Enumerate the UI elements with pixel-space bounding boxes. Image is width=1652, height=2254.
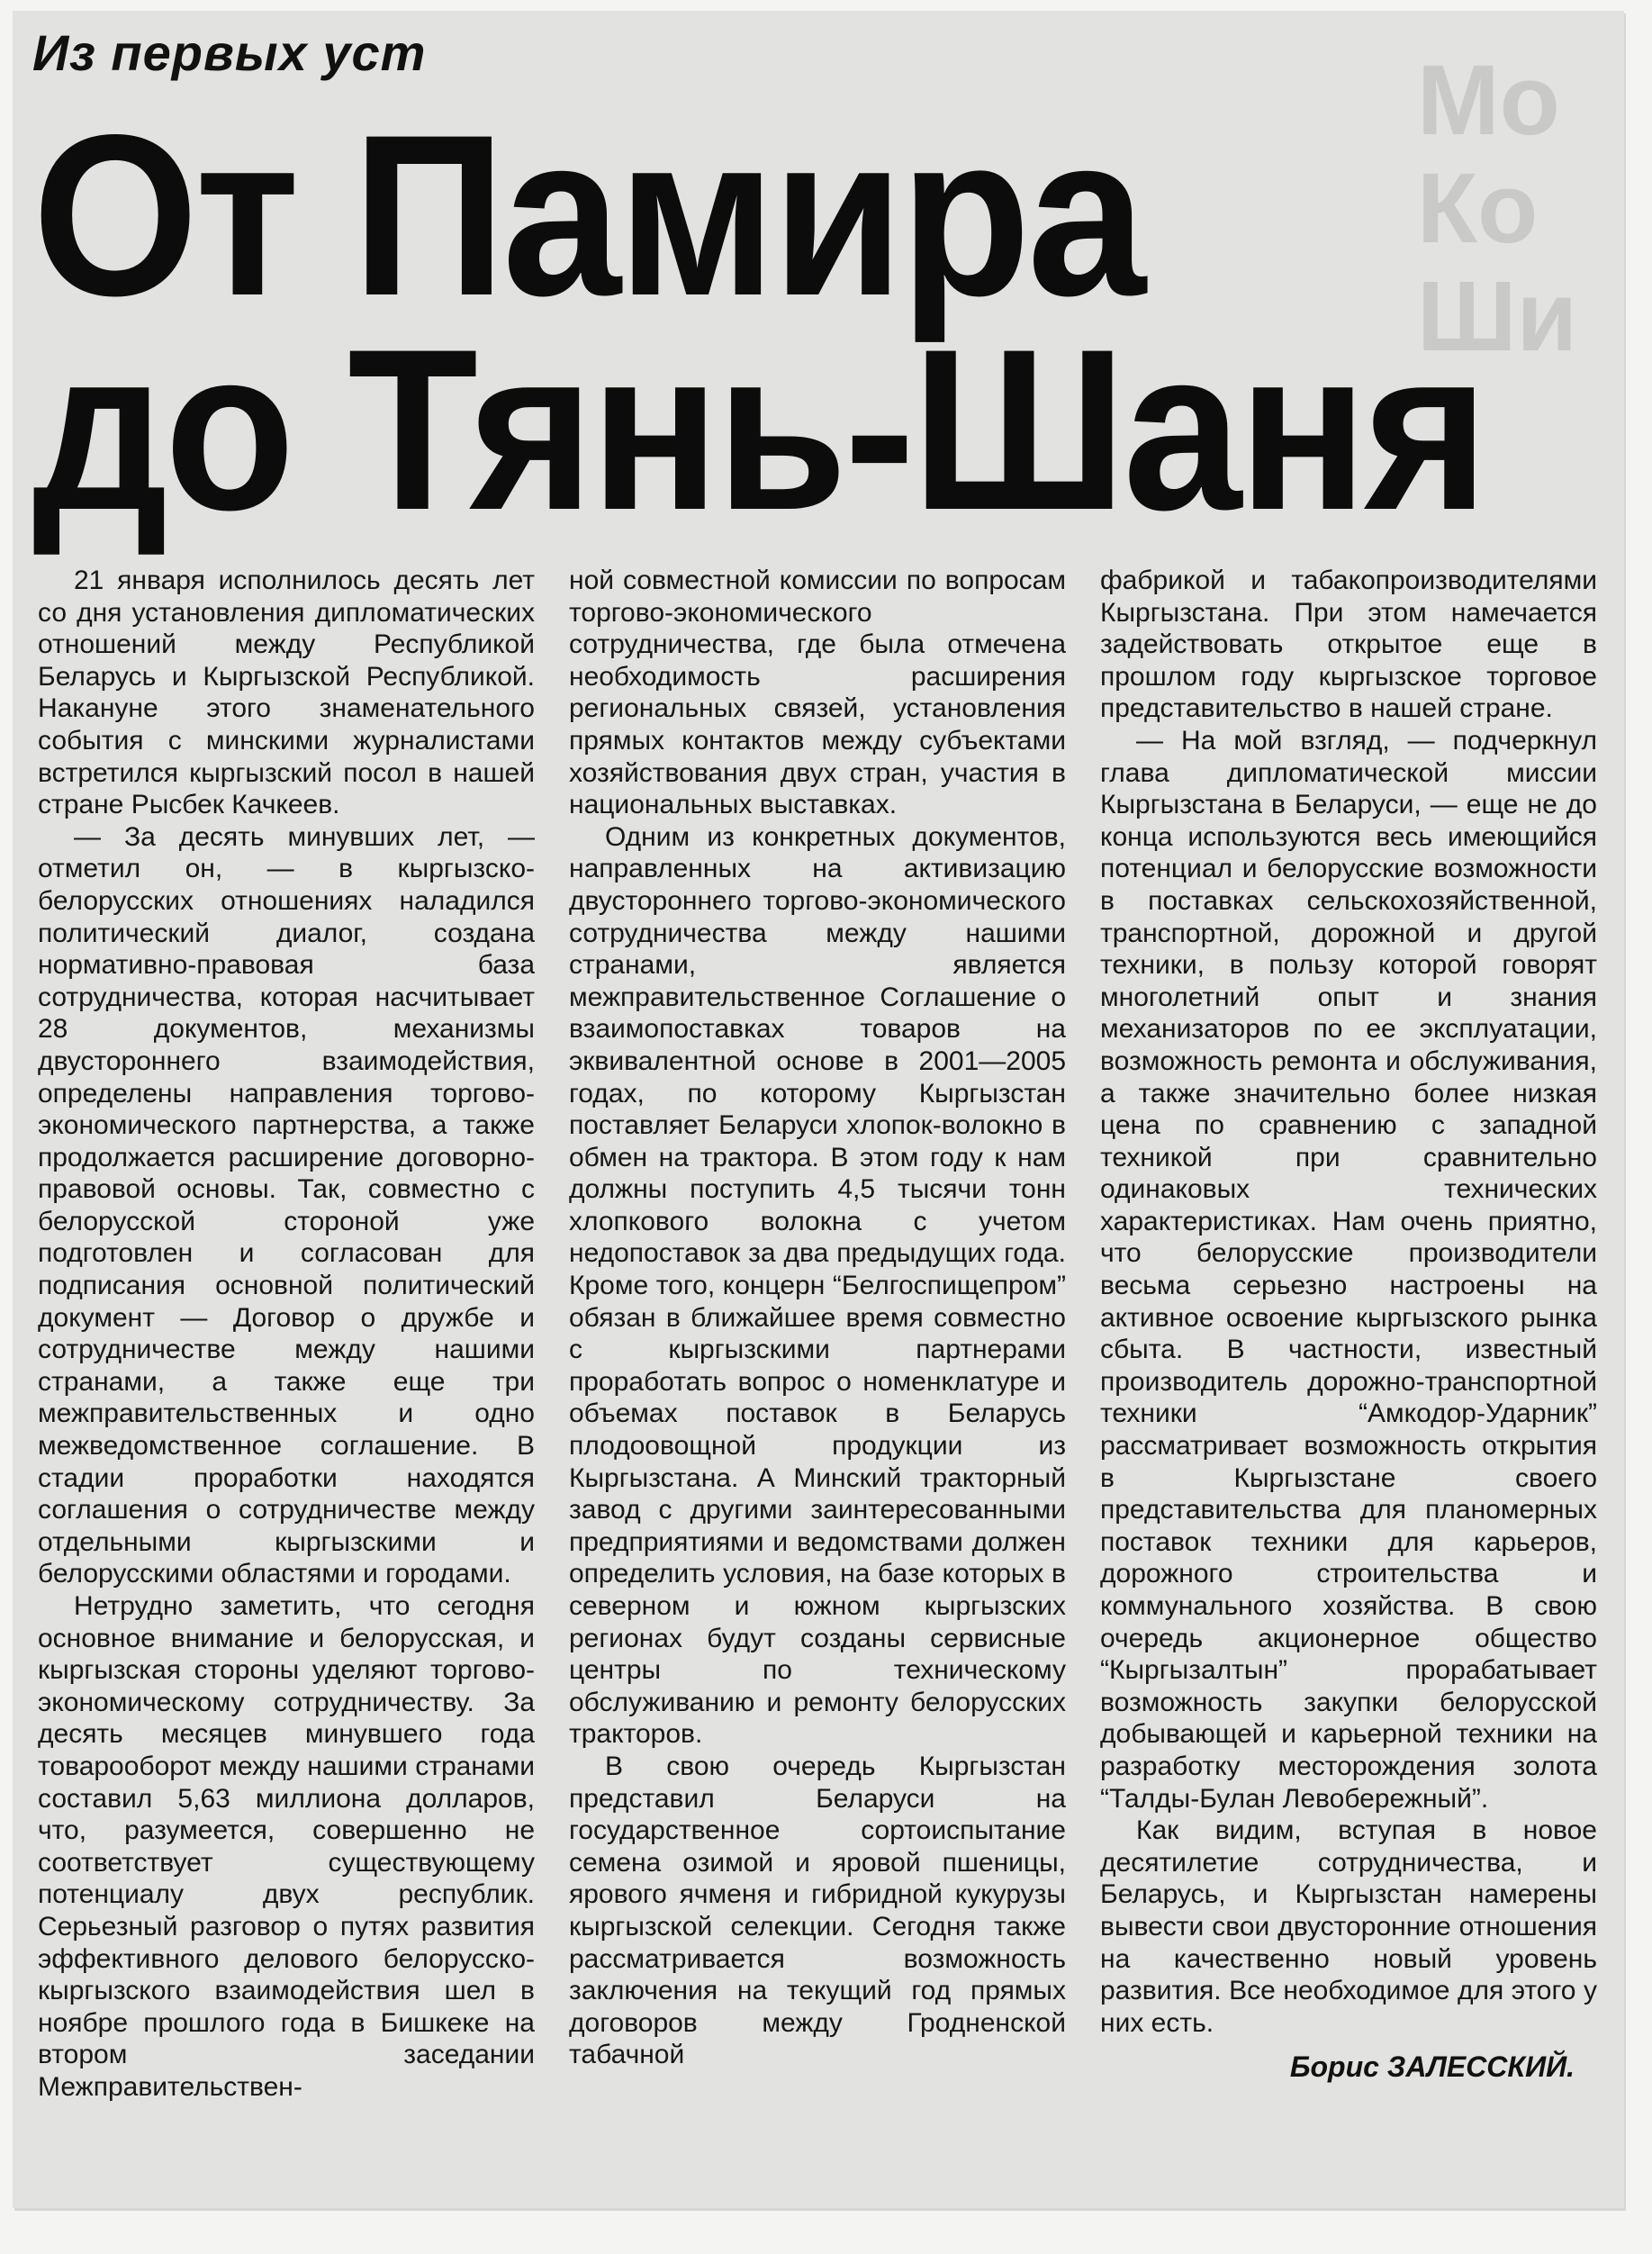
paragraph: В свою очередь Кыргызстан представил Беларуси на государственное сортоиспытание семена озимой и яровой пшеницы, ярового ячменя и гибридной кукурузы кыргызской селекции. Сегодня также рассматривается возможность заключения на текущий год прямых договоров между Гродненской табачной — [569, 1751, 1066, 2070]
paragraph: Как видим, вступая в новое десятилетие сотрудничества, и Беларусь, и Кыргызстан намерены вывести свои двусторонние отношения на качественно новый уровень развития. Все необходимое для этого у них есть. — [1100, 1815, 1597, 2038]
article-body — [38, 565, 1622, 2204]
paragraph: Нетрудно заметить, что сегодня основное внимание и белорусская, и кыргызская стороны уделяют торгово-экономическому сотрудничеству. За десять месяцев минувшего года товарооборот между нашими странами составил 5,63 миллиона долларов, что, разумеется, совершенно не соответствует существующему потенциалу двух республик. Серьезный разговор о путях развития эффективного делового белорусско-кыргызского взаимодействия шел в ноябре прошлого года в Бишкеке на втором заседании Межправительствен- — [38, 1591, 535, 2102]
paragraph: 21 января исполнилось десять лет со дня установления дипломатических отношений между Республикой Беларусь и Кыргызской Республикой. Накануне этого знаменательного события с минскими журналистами встретился кыргызский посол в нашей стране Рысбек Качкеев. — [38, 566, 535, 820]
article-column-3 — [1100, 565, 1597, 2204]
article-column-1 — [38, 565, 535, 2204]
headline-line-1: От Памира — [32, 87, 1143, 344]
paragraph: фабрикой и табакопроизводителями Кыргызстана. При этом намечается задействовать открытое еще в прошлом году кыргызское торговое представительство в нашей стране. — [1100, 566, 1597, 724]
newspaper-clipping — [13, 11, 1624, 2208]
bleed-through-ghost-text: Mo Ко Ши — [1417, 47, 1578, 372]
headline-line-2: до Тянь-Шаня — [32, 302, 1485, 558]
paragraph: — За десять минувших лет, — отметил он, — в кыргызско-белорусских отношениях наладился политический диалог, создана нормативно-правовая база сотрудничества, которая насчитывает 28 документов, механизмы двустороннего взаимодействия, определены направления торгово-экономического партнерства, а также продолжается расширение договорно-правовой основы. Так, совместно с белорусской стороной уже подготовлен и согласован для подписания основной политический документ — Договор о дружбе и сотрудничестве между нашими странами, а также еще три межправительственных и одно межведомственное соглашение. В стадии проработки находятся соглашения о сотрудничестве между отдельными кыргызскими и белорусскими областями и городами. — [38, 821, 535, 1589]
paragraph: Одним из конкретных документов, направленных на активизацию двустороннего торгово-экономического сотрудничества между нашими странами, является межправительственное Соглашение о взаимопоставках товаров на эквивалентной основе в 2001—2005 годах, по которому Кыргызстан поставляет Беларуси хлопок-волокно в обмен на трактора. В этом году к нам должны поступить 4,5 тысячи тонн хлопкового волокна с учетом недопоставок за два предыдущих года. Кроме того, концерн “Белгоспищепром” обязан в ближайшее время совместно с кыргызскими партнерами проработать вопрос о номенклатуре и объемах поставок в Беларусь плодоовощной продукции из Кыргызстана. А Минский тракторный завод с другими заинтересованными предприятиями и ведомствами должен определить условия, на базе которых в северном и южном кыргызских регионах будут созданы сервисные центры по техническому обслуживанию и ремонту белорусских тракторов. — [569, 821, 1066, 1750]
article-column-2 — [569, 565, 1066, 2204]
author-signature: Борис ЗАЛЕССКИЙ. — [1289, 2050, 1575, 2083]
rubric-label: Из первых уст — [32, 24, 427, 81]
paragraph: ной совместной комиссии по вопросам торгово-экономического сотрудничества, где была отмечена необходимость расширения региональных связей, установления прямых контактов между субъектами хозяйствования двух стран, участия в национальных выставках. — [569, 566, 1066, 820]
paragraph: — На мой взгляд, — подчеркнул глава дипломатической миссии Кыргызстана в Беларуси, — еще не до конца используются весь имеющийся потенциал и белорусские возможности в поставках сельскохозяйственной, транспортной, дорожной и другой техники, в пользу которой говорят многолетний опыт и знания механизаторов по ее эксплуатации, возможность ремонта и обслуживания, а также значительно более низкая цена по сравнению с западной техникой при сравнительно одинаковых технических характеристиках. Нам очень приятно, что белорусские производители весьма серьезно настроены на активное освоение кыргызского рынка сбыта. В частности, известный производитель дорожно-транспортной техники “Амкодор-Ударник” рассматривает возможность открытия в Кыргызстане своего представительства для планомерных поставок техники для карьеров, дорожного строительства и коммунального хозяйства. В свою очередь акционерное общество “Кыргызалтын” прорабатывает возможность закупки белорусской добывающей и карьерной техники на разработку месторождения золота “Талды-Булан Левобережный”. — [1100, 725, 1597, 1814]
